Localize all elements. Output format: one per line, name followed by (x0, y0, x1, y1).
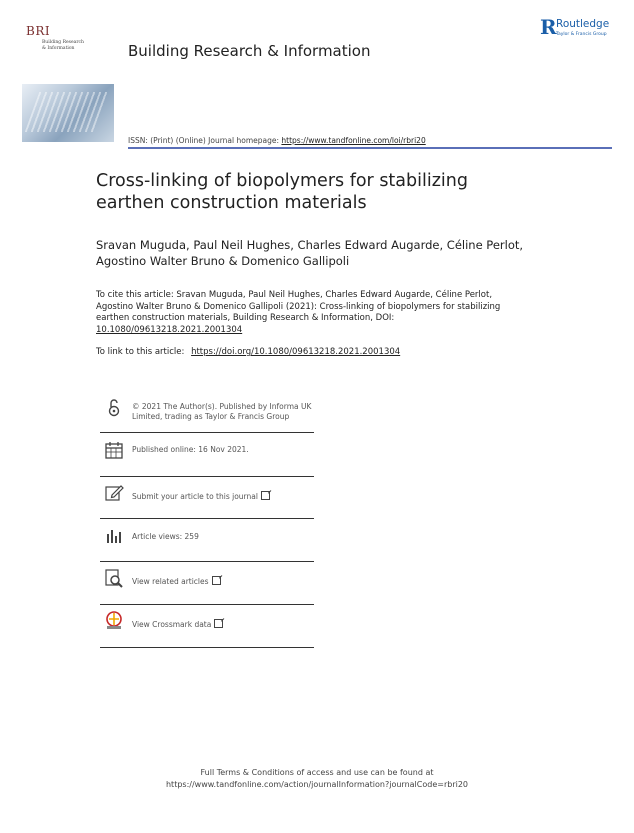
header-rule (128, 147, 612, 149)
submit-link[interactable]: Submit your article to this journal (132, 492, 258, 501)
journal-homepage-link[interactable]: https://www.tandfonline.com/loi/rbri20 (281, 136, 426, 145)
footer-line1: Full Terms & Conditions of access and use can be found at (200, 768, 434, 777)
article-title: Cross-linking of biopolymers for stabilizing earthen construction materials (96, 171, 468, 213)
bar-chart-icon (104, 525, 124, 545)
edit-icon (104, 483, 124, 503)
crossmark-row[interactable] (100, 605, 314, 648)
article-views: Article views: 259 (132, 532, 199, 541)
publisher-tagline: Taylor & Francis Group (556, 32, 607, 37)
related-row[interactable] (100, 562, 314, 605)
cover-image (22, 84, 114, 142)
crossmark-icon (104, 610, 124, 630)
journal-cover (22, 22, 114, 142)
publisher-name: Routledge (556, 18, 610, 30)
journal-title: Building Research & Information (128, 42, 371, 60)
routledge-logo-icon: R (540, 15, 557, 39)
open-access-icon (104, 398, 124, 418)
article-link-line (96, 347, 536, 357)
related-articles-link[interactable]: View related articles (132, 577, 209, 586)
license-text: © 2021 The Author(s). Published by Informa UK Limited, trading as Taylor & Francis Group (132, 402, 312, 421)
published-date: Published online: 16 Nov 2021. (132, 445, 249, 454)
cite-text: Sravan Muguda, Paul Neil Hughes, Charles Edward Augarde, Céline Perlot, Agostino Walter Bruno & Domenico Gallipoli (2021): Cross-linking of biopolymers for stabilizing earthen construction materials, Building Research & Information, DOI: (96, 290, 501, 323)
views-row (100, 519, 314, 562)
article-authors: Sravan Muguda, Paul Neil Hughes, Charles Edward Augarde, Céline Perlot, Agostino Walter Bruno & Domenico Gallipoli (96, 238, 524, 268)
issn-text: ISSN: (Print) (Online) Journal homepage: (128, 136, 280, 145)
article-doi-link[interactable]: https://doi.org/10.1080/09613218.2021.2001304 (191, 347, 401, 357)
cite-label: To cite this article: (96, 290, 174, 300)
link-label: To link to this article: (96, 347, 185, 357)
related-search-icon (104, 568, 124, 588)
submit-row[interactable] (100, 477, 314, 519)
cover-subtitle-line1: Building Research (42, 40, 84, 45)
issn-line (128, 136, 426, 145)
crossmark-link[interactable]: View Crossmark data (132, 620, 212, 629)
crossmark-text-wrap (132, 618, 316, 630)
footer (0, 767, 634, 791)
published-row (100, 433, 314, 477)
cover-subtitle (42, 40, 112, 52)
external-link-icon (214, 619, 223, 628)
external-link-icon (261, 491, 270, 500)
doi-link[interactable]: 10.1080/09613218.2021.2001304 (96, 324, 243, 335)
footer-terms-link[interactable]: https://www.tandfonline.com/action/journalInformation?journalCode=rbri20 (165, 780, 469, 789)
related-text-wrap (132, 575, 316, 587)
cover-brand: BRI (26, 24, 51, 38)
citation-block (96, 290, 516, 336)
external-link-icon (212, 576, 221, 585)
license-row (100, 396, 314, 433)
cover-subtitle-line2: & Information (42, 46, 75, 51)
submit-text-wrap (132, 490, 316, 502)
calendar-icon (104, 440, 124, 460)
